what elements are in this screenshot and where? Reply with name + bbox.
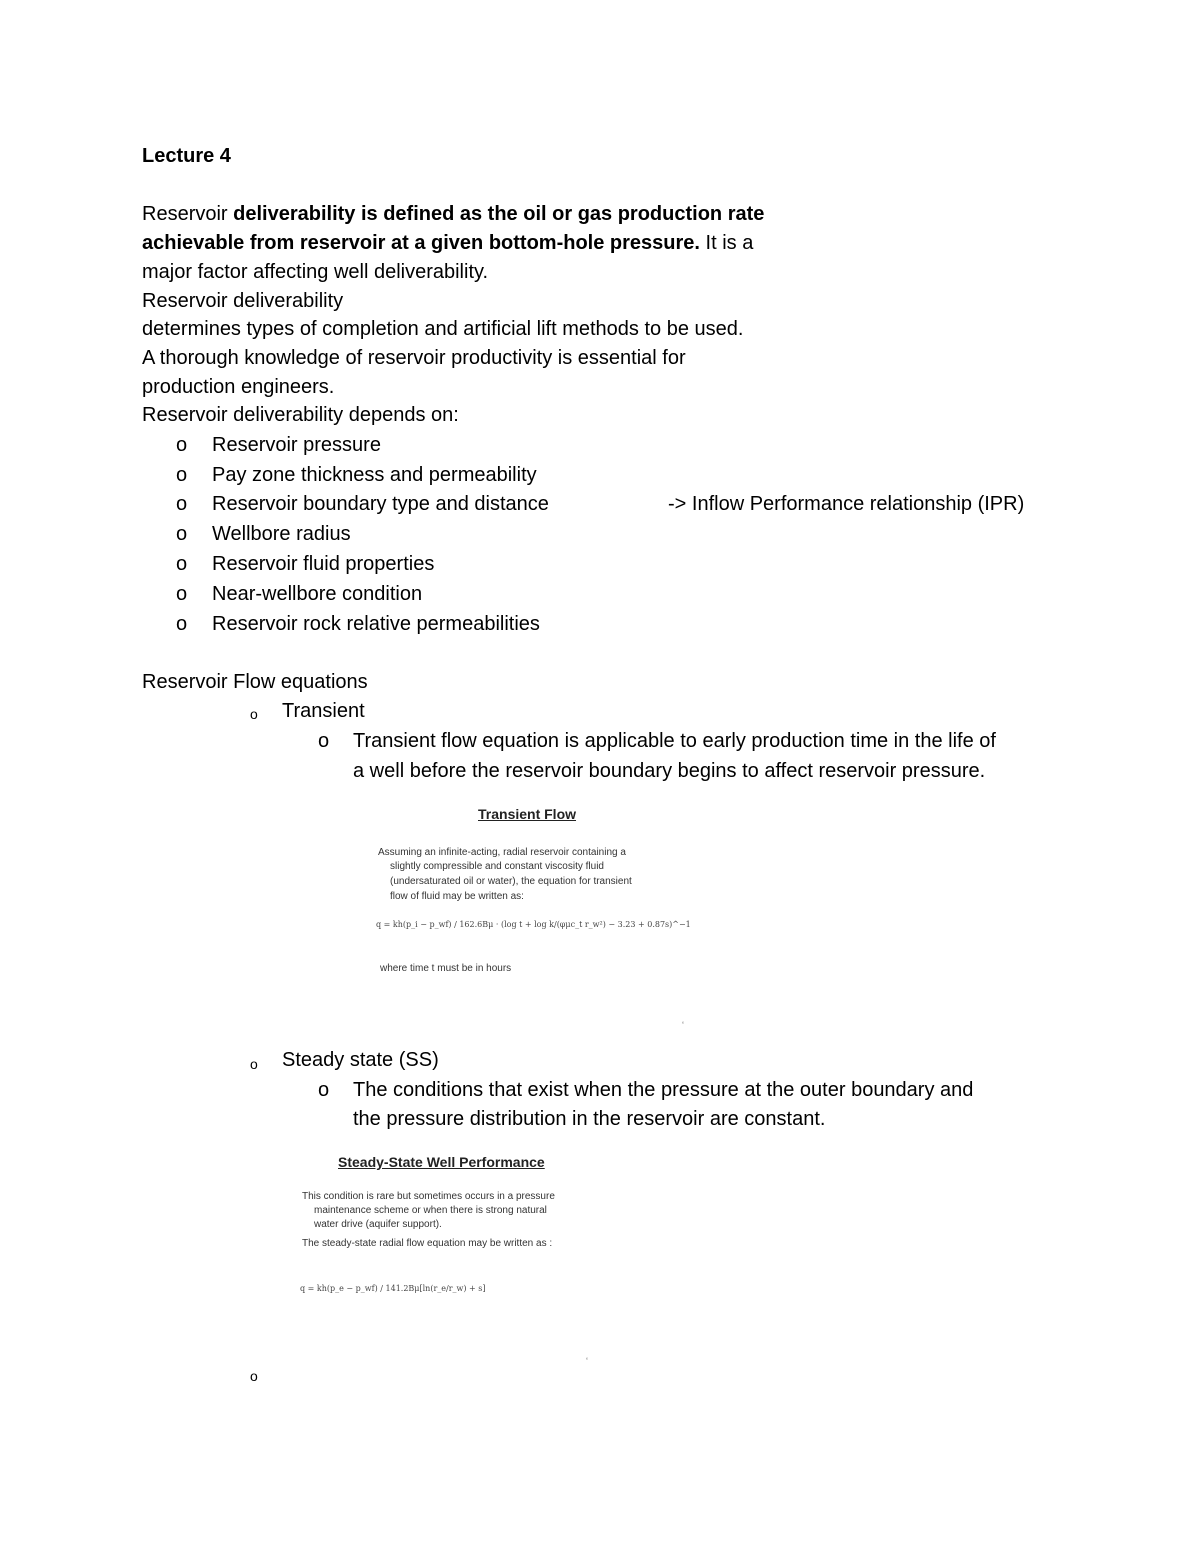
list-item: Reservoir pressure (212, 434, 381, 456)
figure-text: slightly compressible and constant viscosity fluid (390, 861, 604, 872)
list-bullet: o (176, 464, 188, 486)
figure-text: Assuming an infinite-acting, radial reservoir containing a (378, 847, 626, 858)
steady-label: Steady state (SS) (282, 1049, 439, 1071)
figure-text: This condition is rare but sometimes occurs in a pressure (302, 1191, 555, 1202)
list-bullet: o (176, 553, 188, 575)
figure-mark: ‘ (586, 1356, 588, 1366)
steady-desc-1: The conditions that exist when the pressure at the outer boundary and (353, 1079, 974, 1101)
figure-title: Steady-State Well Performance (338, 1154, 545, 1170)
list-item: Wellbore radius (212, 523, 351, 545)
intro-line-8: Reservoir deliverability depends on: (142, 404, 459, 426)
list-bullet: o (318, 1079, 330, 1101)
intro-line-2: achievable from reservoir at a given bottom-hole pressure. It is a (142, 232, 754, 254)
list-item: Reservoir rock relative permeabilities (212, 613, 540, 635)
intro-line-7: production engineers. (142, 376, 335, 398)
list-bullet: o (318, 730, 330, 752)
steady-desc-2: the pressure distribution in the reservoir are constant. (353, 1108, 826, 1130)
list-bullet: o (250, 706, 258, 722)
list-item: Pay zone thickness and permeability (212, 464, 537, 486)
steady-equation: q = kh(p_e − p_wf) / 141.2Bμ[ln(r_e/r_w) + s] (300, 1284, 486, 1293)
list-bullet: o (176, 493, 188, 515)
figure-mark: ‘ (682, 1020, 684, 1030)
figure-text: water drive (aquifer support). (314, 1219, 442, 1230)
list-bullet: o (176, 434, 188, 456)
intro-line-3: major factor affecting well deliverability. (142, 261, 489, 283)
intro-line-1: Reservoir deliverability is defined as the oil or gas production rate (142, 203, 765, 225)
intro-line-6: A thorough knowledge of reservoir productivity is essential for (142, 347, 686, 369)
transient-desc-1: Transient flow equation is applicable to early production time in the life of (353, 730, 996, 752)
intro-line-5: determines types of completion and artificial lift methods to be used. (142, 318, 744, 340)
transient-desc-2: a well before the reservoir boundary begins to affect reservoir pressure. (353, 760, 986, 782)
transient-label: Transient (282, 700, 365, 722)
list-bullet: o (176, 523, 188, 545)
intro-line-4: Reservoir deliverability (142, 290, 344, 312)
list-bullet: o (250, 1056, 258, 1072)
figure-note: where time t must be in hours (380, 963, 512, 974)
list-bullet: o (176, 583, 188, 605)
list-item: Reservoir fluid properties (212, 553, 435, 575)
transient-equation: q = kh(p_i − p_wf) / 162.6Bμ · (log t + log k/(φμc_t r_w²) − 3.23 + 0.87s)^−1 (376, 920, 691, 929)
list-item: Near-wellbore condition (212, 583, 423, 605)
figure-title: Transient Flow (478, 806, 577, 822)
figure-text: (undersaturated oil or water), the equation for transient (390, 876, 632, 887)
page-title: Lecture 4 (142, 145, 231, 167)
list-bullet: o (250, 1368, 258, 1384)
figure-text: flow of fluid may be written as: (390, 891, 524, 902)
ipr-note: -> Inflow Performance relationship (IPR) (668, 493, 1025, 515)
section-heading: Reservoir Flow equations (142, 671, 368, 693)
figure-text: maintenance scheme or when there is strong natural (314, 1205, 547, 1216)
list-item: Reservoir boundary type and distance (212, 493, 549, 515)
list-bullet: o (176, 613, 188, 635)
figure-text: The steady-state radial flow equation may be written as : (302, 1238, 553, 1249)
